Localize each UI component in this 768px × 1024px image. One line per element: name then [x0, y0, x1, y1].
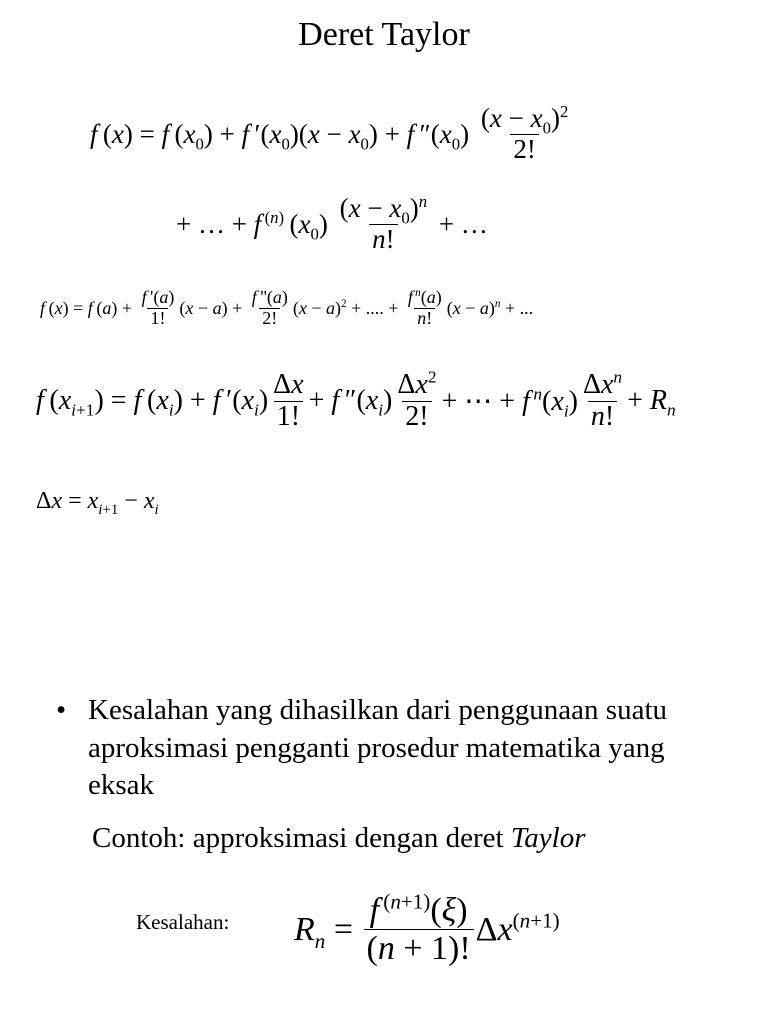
error-label: Kesalahan: [136, 910, 230, 934]
example-line [92, 822, 586, 855]
error-term-equation: $R_n$ = $\frac{f ^{(n+1)}(\xi)}{(n + 1)!}$ $\Delta x^{(n+1)}$ [294, 889, 560, 968]
bullet-text: Kesalahan yang dihasilkan dari penggunaan suatu aproksimasi pengganti prosedur matematika yang eksak [88, 694, 668, 802]
example-prefix: Contoh: approksimasi dengan deret [92, 822, 511, 854]
taylor-series-equation-line2: + … + f $^{(n)}$ $(x_0)$ $\frac{(x - x_0)^n}{n!}$ + … [176, 192, 488, 254]
taylor-series-about-a-equation: f (x) = f (a) + $\frac{f '(a)}{1!}$ (x − a) + $\frac{f ''(a)}{2!}$ $(x - a)^2$ + .... + $\frac{f ^n(a)}{n!}$ $(x - a)^n$ + ... [40, 287, 534, 328]
bullet-item [56, 692, 736, 805]
page-title: Deret Taylor [298, 16, 470, 53]
example-emphasis: Taylor [510, 822, 586, 854]
delta-x-definition: $\Delta x = x_{i+1} - x_i$ [36, 488, 159, 518]
taylor-series-equation-line1: f (x) = f $(x_0) + f$ $'(x_0)(x - x_0) + f$ $''(x_0)$ $\frac{(x - x_0)^2}{2!}$ [90, 102, 569, 164]
bullet-dot: • [56, 694, 67, 726]
taylor-series-stepwise-equation: f $(x_{i+1}) = f$ $(x_i) + f$ $'(x_i)$ $\frac{\Delta x}{1!}$ + f $''(x_i)$ $\frac{\Delta x^2}{2!}$ + ⋯ + f $^n(x_i)$ $\frac{\Delta x^n}{n!}$ + $R_n$ [36, 367, 676, 432]
